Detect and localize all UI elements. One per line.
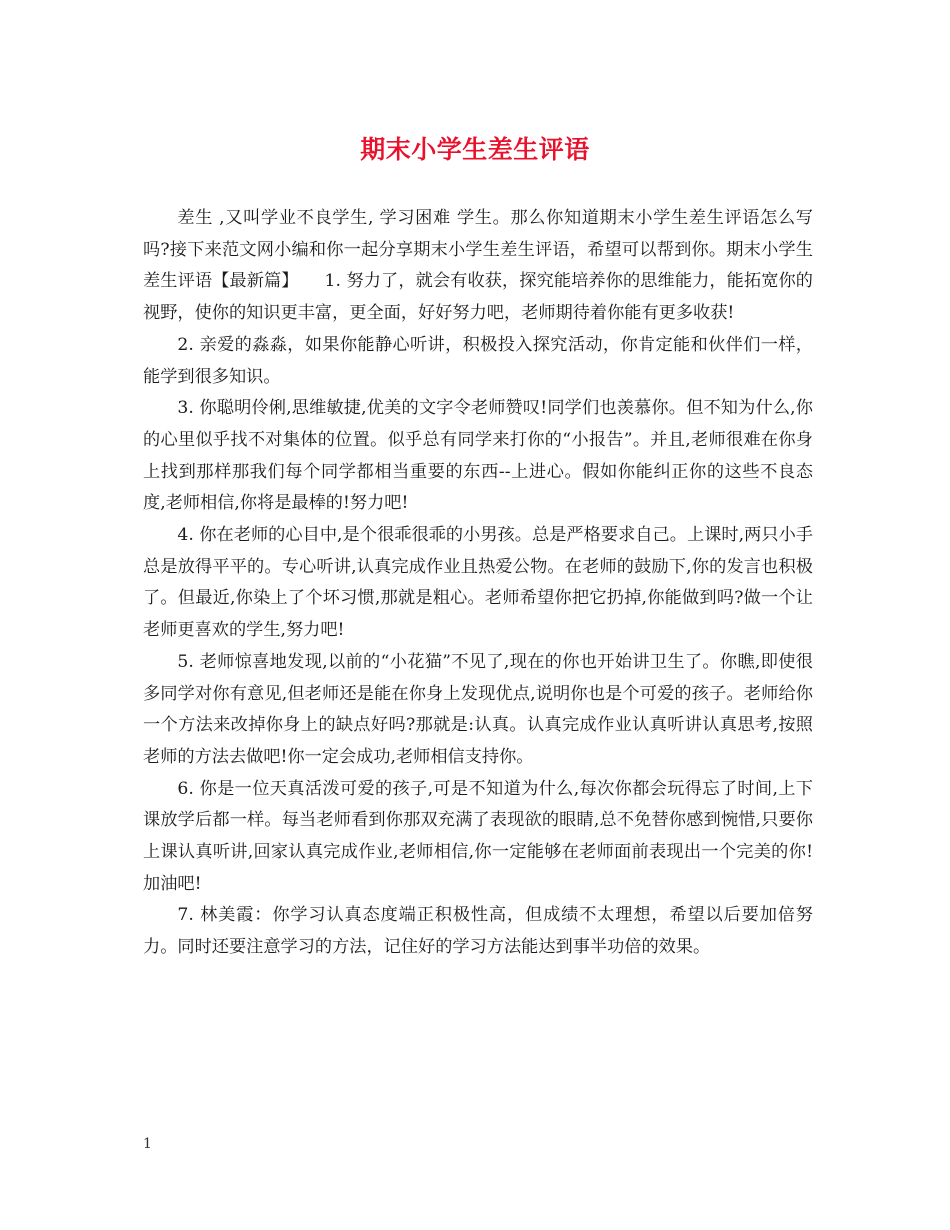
paragraph-4: 4. 你在老师的心目中,是个很乖很乖的小男孩。总是严格要求自己。上课时,两只小手总是放得平平的。专心听讲,认真完成作业且热爱公物。在老师的鼓励下,你的发言也积极了。但最近,你染上了个坏习惯,那就是粗心。老师希望你把它扔掉,你能做到吗?做一个让老师更喜欢的学生,努力吧!	[143, 525, 813, 641]
paragraph-5: 5. 老师惊喜地发现,以前的“小花猫”不见了,现在的你也开始讲卫生了。你瞧,即使很多同学对你有意见,但老师还是能在你身上发现优点,说明你也是个可爱的孩子。老师给你一个方法来改掉你身上的缺点好吗?那就是:认真。认真完成作业认真听讲认真思考,按照老师的方法去做吧!你一定会成功,老师相信支持你。	[143, 651, 813, 767]
paragraph-7: 7. 林美霞：你学习认真态度端正积极性高，但成绩不太理想，希望以后要加倍努力。同时还要注意学习的方法，记住好的学习方法能达到事半功倍的效果。	[143, 905, 813, 958]
page-number: 1	[143, 1136, 152, 1152]
paragraph-2: 2. 亲爱的淼淼，如果你能静心听讲，积极投入探究活动，你肯定能和伙伴们一样，能学到很多知识。	[143, 334, 813, 387]
paragraph-6: 6. 你是一位天真活泼可爱的孩子,可是不知道为什么,每次你都会玩得忘了时间,上下课放学后都一样。每当老师看到你那双充满了表现欲的眼睛,总不免替你感到惋惜,只要你上课认真听讲,回家认真完成作业,老师相信,你一定能够在老师面前表现出一个完美的你!加油吧!	[143, 778, 813, 894]
document-body	[143, 203, 813, 964]
page-title: 期末小学生差生评语	[360, 135, 590, 164]
paragraph-intro: 差生 ,又叫学业不良学生, 学习困难 学生。那么你知道期末小学生差生评语怎么写吗?接下来范文网小编和你一起分享期末小学生差生评语，希望可以帮到你。期末小学生差生评语【最新篇】 1. 努力了，就会有收获，探究能培养你的思维能力，能拓宽你的视野，使你的知识更丰富，更全面，好好努力吧，老师期待着你能有更多收获!	[143, 208, 813, 324]
paragraph-3: 3. 你聪明伶俐,思维敏捷,优美的文字令老师赞叹!同学们也羡慕你。但不知为什么,你的心里似乎找不对集体的位置。似乎总有同学来打你的“小报告”。并且,老师很难在你身上找到那样那我们每个同学都相当重要的东西--上进心。假如你能纠正你的这些不良态度,老师相信,你将是最棒的!努力吧!	[143, 398, 813, 514]
